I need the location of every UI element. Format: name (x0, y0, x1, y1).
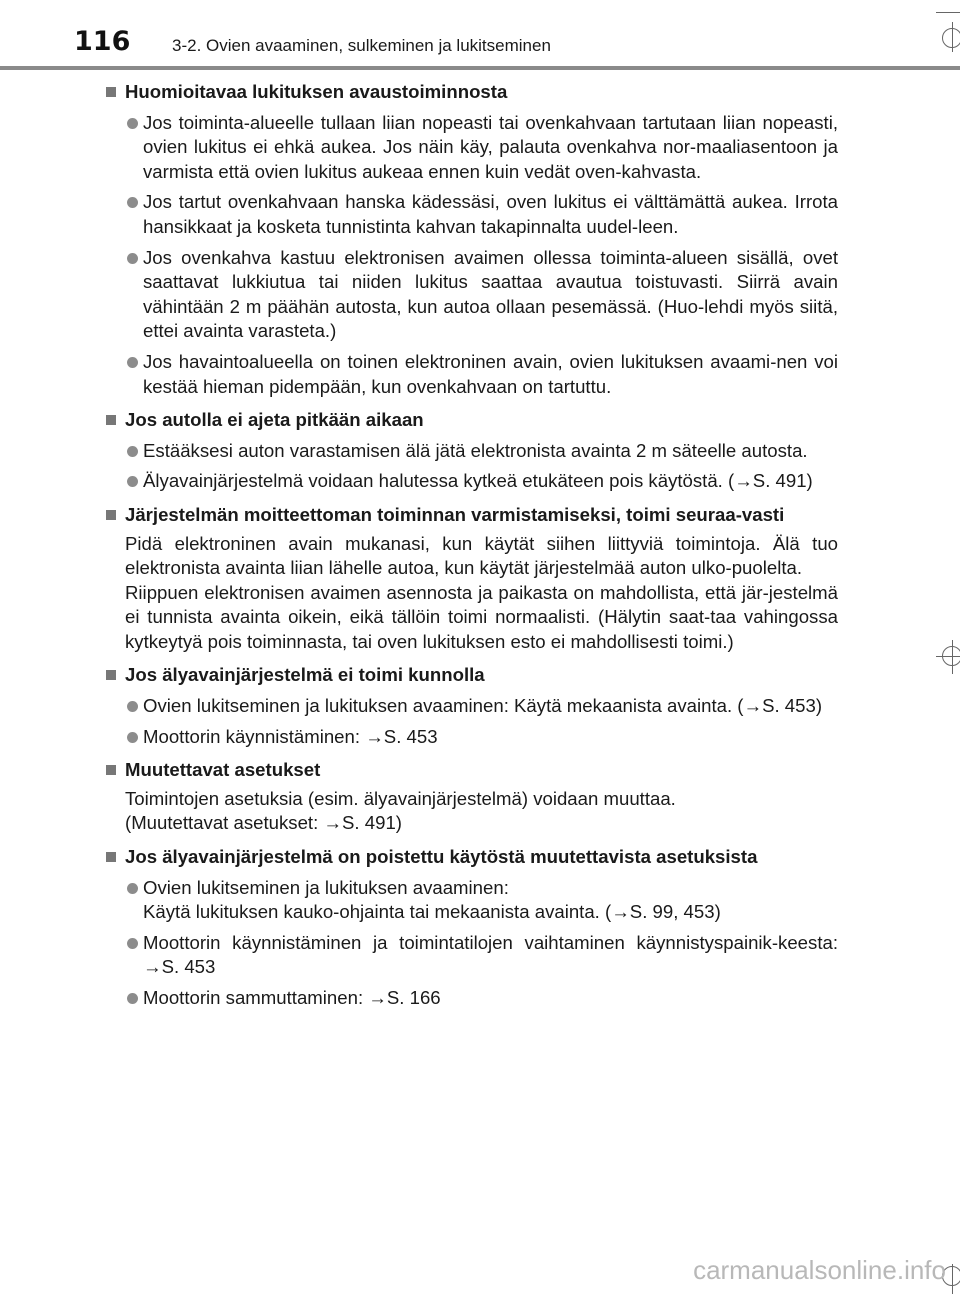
bullet-icon (127, 883, 138, 894)
section-long-storage (106, 408, 838, 494)
bullet-icon (127, 118, 138, 129)
page-header (0, 0, 960, 72)
registration-mark-top (936, 4, 960, 52)
section-heading: Huomioitavaa lukituksen avaustoiminnosta (106, 80, 838, 105)
section-unlock-notes (106, 80, 838, 399)
square-bullet-icon (106, 765, 116, 775)
paragraph: Toimintojen asetuksia (esim. älyavainjärjestelmä) voidaan muuttaa. (125, 787, 676, 809)
list-item: Moottorin käynnistäminen ja toimintatilojen vaihtaminen käynnistyspainik-keesta: →S. 453 (127, 931, 838, 980)
bullet-icon (127, 197, 138, 208)
page-number: 116 (74, 26, 131, 57)
section-heading: Jos älyavainjärjestelmä on poistettu käytöstä muutettavista asetuksista (106, 845, 838, 870)
paragraph: (Muutettavat asetukset: →S. 491) (125, 812, 402, 834)
section-heading: Muutettavat asetukset (106, 758, 838, 783)
square-bullet-icon (106, 87, 116, 97)
section-heading: Jos autolla ei ajeta pitkään aikaan (106, 408, 838, 433)
watermark: carmanualsonline.info (693, 1255, 946, 1285)
bullet-icon (127, 938, 138, 949)
registration-mark-middle (936, 640, 960, 674)
bullet-icon (127, 476, 138, 487)
square-bullet-icon (106, 415, 116, 425)
list-item: Estääksesi auton varastamisen älä jätä elektronista avainta 2 m säteelle autosta. (127, 439, 838, 464)
square-bullet-icon (106, 852, 116, 862)
bullet-icon (127, 993, 138, 1004)
bullet-icon (127, 701, 138, 712)
square-bullet-icon (106, 510, 116, 520)
section-heading: Jos älyavainjärjestelmä ei toimi kunnolla (106, 663, 838, 688)
list-item: Ovien lukitseminen ja lukituksen avaaminen: Käytä mekaanista avainta. (→S. 453) (127, 694, 838, 719)
chapter-title: 3-2. Ovien avaaminen, sulkeminen ja lukitseminen (172, 36, 551, 55)
list-item: Älyavainjärjestelmä voidaan halutessa kytkeä etukäteen pois käytöstä. (→S. 491) (127, 469, 838, 494)
section-disabled (106, 845, 838, 1011)
section-heading: Järjestelmän moitteettoman toiminnan varmistamiseksi, toimi seuraa-vasti (106, 503, 838, 528)
list-item: Moottorin käynnistäminen: →S. 453 (127, 725, 838, 750)
paragraph: Riippuen elektronisen avaimen asennosta ja paikasta on mahdollista, että jär-jestelmä ei tunnista avainta oikein, eikä tällöin toimi normaalisti. (Hälytin saat-taa vahingossa kytkeytyä pois toiminnasta, tai oven lukituksen esto ei mahdollisesti toimi.) (125, 581, 838, 652)
section-malfunction (106, 663, 838, 749)
bullet-icon (127, 446, 138, 457)
list-item: Moottorin sammuttaminen: →S. 166 (127, 986, 838, 1011)
bullet-icon (127, 253, 138, 264)
square-bullet-icon (106, 670, 116, 680)
bullet-icon (127, 732, 138, 743)
list-item: Jos toiminta-alueelle tullaan liian nopeasti tai ovenkahvaan tartutaan liian nopeasti, ovien lukitus ei ehkä aukea. Jos näin käy, palauta ovenkahva nor-maaliasentoon ja varmista että ovien lukitus aukeaa ennen kuin vedät oven-kahvasta. (127, 111, 838, 185)
list-item: Jos tartut ovenkahvaan hanska kädessäsi, oven lukitus ei välttämättä aukea. Irrota hansikkaat ja kosketa tunnistinta kahvan takapinnalta uudel-leen. (127, 190, 838, 239)
list-item: Jos ovenkahva kastuu elektronisen avaimen ollessa toiminta-alueen sisällä, ovet saattavat lukkiutua tai niiden lukitus saattaa avautua toistuvasti. Siirrä avain vähintään 2 m päähän autosta, kun autoa ollaan pesemässä. (Huo-lehdi myös siitä, ettei avainta varasteta.) (127, 246, 838, 344)
paragraph: Pidä elektroninen avain mukanasi, kun käytät siihen liittyviä toimintoja. Älä tuo elektronista avainta liian lähelle autoa, kun käytät järjestelmää auton ulko-puolelta. (125, 532, 838, 579)
section-customization (106, 758, 838, 836)
page-content (106, 80, 838, 1020)
section-proper-operation (106, 503, 838, 655)
list-item: Ovien lukitseminen ja lukituksen avaaminen: Käytä lukituksen kauko-ohjainta tai mekaanista avainta. (→S. 99, 453) (127, 876, 838, 925)
list-item: Jos havaintoalueella on toinen elektroninen avain, ovien lukituksen avaami-nen voi kestää hieman pidempään, kun ovenkahvaan on tartuttu. (127, 350, 838, 399)
bullet-icon (127, 357, 138, 368)
header-rule (0, 66, 960, 70)
